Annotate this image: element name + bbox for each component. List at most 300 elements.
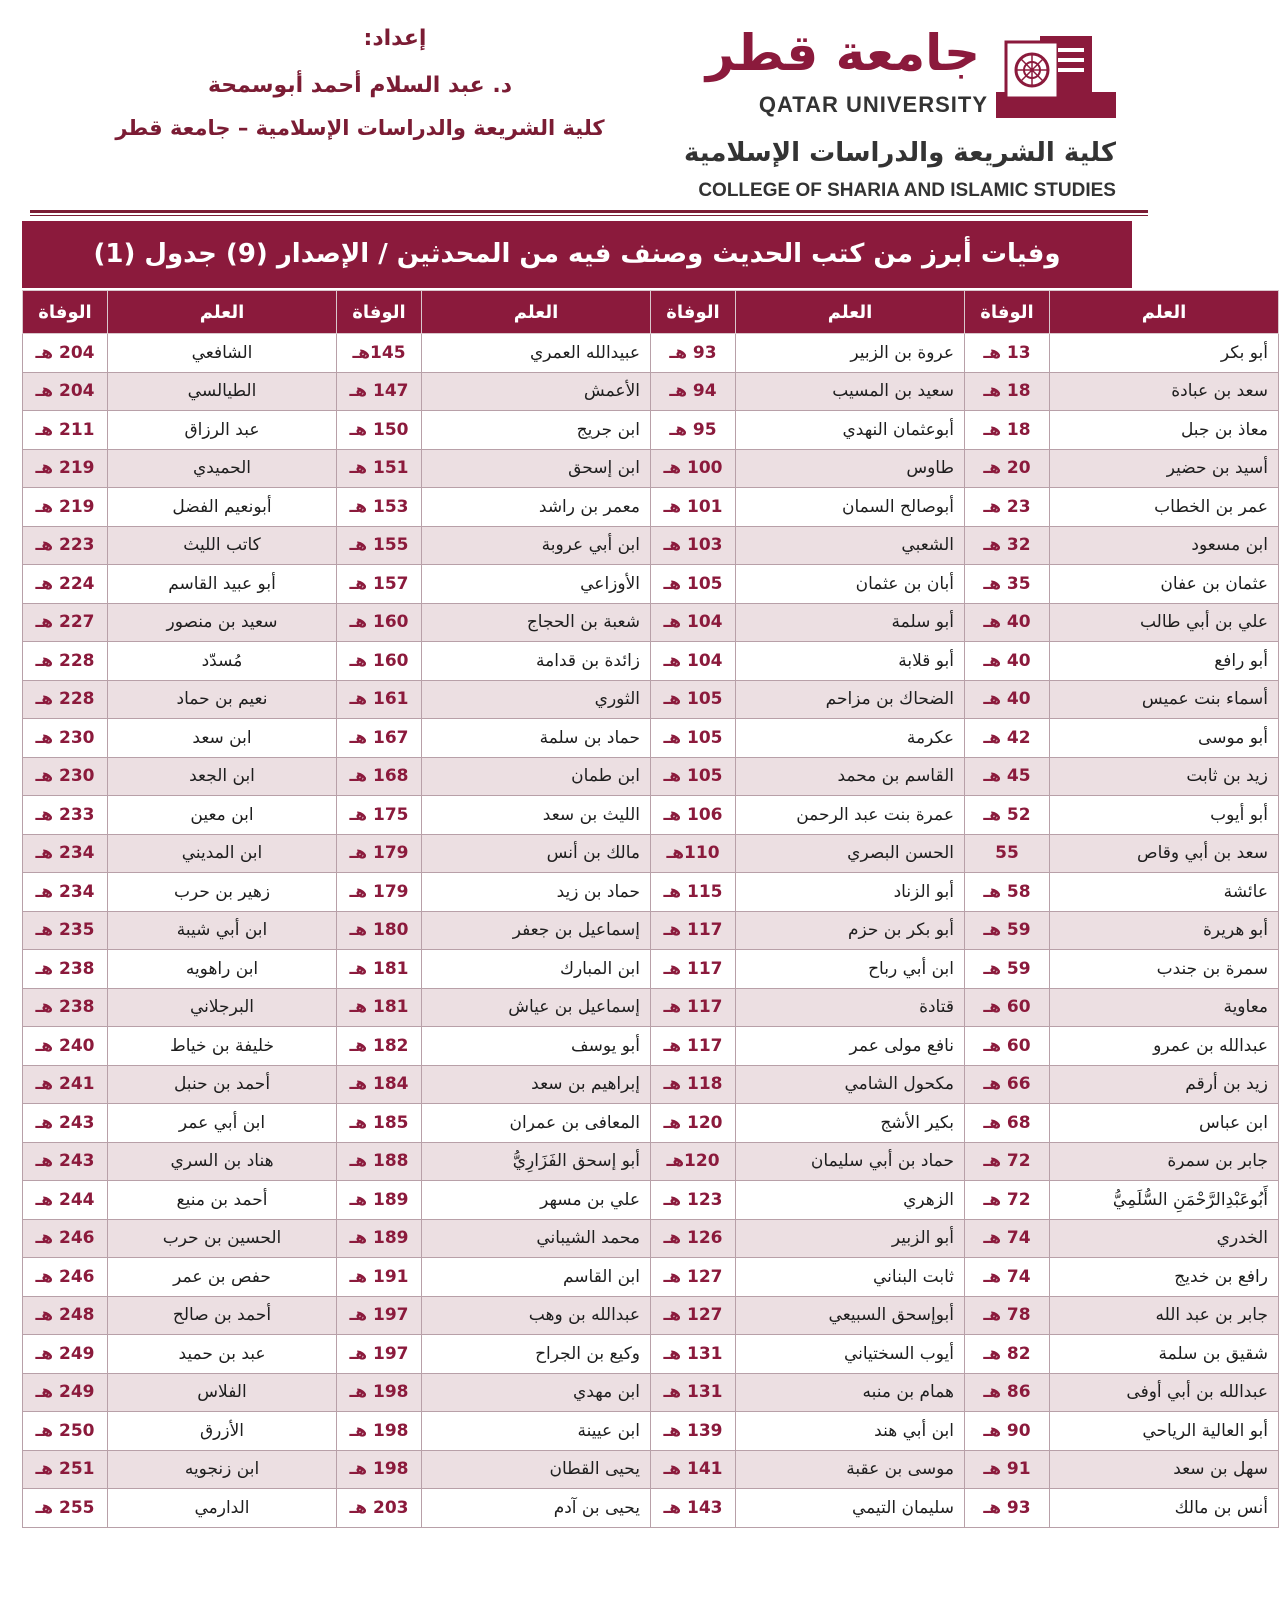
scholar-name-cell: أبوصالح السمان xyxy=(736,488,965,527)
scholar-name-cell: ابن أبي شيبة xyxy=(108,911,337,950)
scholar-name-cell: ابن عيينة xyxy=(422,1412,651,1451)
scholar-name-cell: علي بن مسهر xyxy=(422,1181,651,1220)
scholar-name-cell: ابن أبي هند xyxy=(736,1412,965,1451)
scholar-name-cell: أسماء بنت عميس xyxy=(1050,680,1279,719)
column-header-death: الوفاة xyxy=(23,291,108,334)
death-year-cell: 250 هـ xyxy=(23,1412,108,1451)
university-emblem-icon xyxy=(996,36,1116,124)
death-year-cell: 198 هـ xyxy=(337,1450,422,1489)
table-row xyxy=(23,988,1279,1027)
scholar-name-cell: أبوإسحق السبيعي xyxy=(736,1296,965,1335)
scholar-name-cell: أَبُوعَبْدِالرَّحْمَنِ السُّلَمِيُّ xyxy=(1050,1181,1279,1220)
death-year-cell: 86 هـ xyxy=(965,1373,1050,1412)
death-year-cell: 181 هـ xyxy=(337,950,422,989)
scholar-name-cell: طاوس xyxy=(736,449,965,488)
scholar-name-cell: أبو رافع xyxy=(1050,642,1279,681)
death-year-cell: 185 هـ xyxy=(337,1104,422,1143)
death-year-cell: 234 هـ xyxy=(23,834,108,873)
death-year-cell: 161 هـ xyxy=(337,680,422,719)
table-row xyxy=(23,680,1279,719)
death-year-cell: 94 هـ xyxy=(651,372,736,411)
scholar-name-cell: أبو موسى xyxy=(1050,719,1279,758)
scholar-name-cell: أبو الزبير xyxy=(736,1219,965,1258)
scholar-name-cell: موسى بن عقبة xyxy=(736,1450,965,1489)
scholar-name-cell: ابن معين xyxy=(108,796,337,835)
death-year-cell: 249 هـ xyxy=(23,1373,108,1412)
death-year-cell: 117 هـ xyxy=(651,988,736,1027)
death-year-cell: 95 هـ xyxy=(651,411,736,450)
scholar-name-cell: رافع بن خديج xyxy=(1050,1258,1279,1297)
scholar-name-cell: حماد بن سلمة xyxy=(422,719,651,758)
scholar-name-cell: بكير الأشج xyxy=(736,1104,965,1143)
death-year-cell: 181 هـ xyxy=(337,988,422,1027)
scholar-name-cell: المعافى بن عمران xyxy=(422,1104,651,1143)
scholar-name-cell: الحميدي xyxy=(108,449,337,488)
scholar-name-cell: عبدالله بن وهب xyxy=(422,1296,651,1335)
column-header-name: العلم xyxy=(422,291,651,334)
table-row xyxy=(23,911,1279,950)
table-row xyxy=(23,757,1279,796)
death-year-cell: 40 هـ xyxy=(965,603,1050,642)
table-title: وفيات أبرز من كتب الحديث وصنف فيه من المحدثين / الإصدار (9) جدول (1) xyxy=(22,221,1132,288)
death-year-cell: 118 هـ xyxy=(651,1065,736,1104)
death-year-cell: 60 هـ xyxy=(965,1027,1050,1066)
scholar-name-cell: زائدة بن قدامة xyxy=(422,642,651,681)
death-year-cell: 240 هـ xyxy=(23,1027,108,1066)
scholar-name-cell: عمرة بنت عبد الرحمن xyxy=(736,796,965,835)
scholar-name-cell: حماد بن أبي سليمان xyxy=(736,1142,965,1181)
prepared-label: إعداد: xyxy=(363,26,427,51)
death-year-cell: 179 هـ xyxy=(337,873,422,912)
death-year-cell: 204 هـ xyxy=(23,372,108,411)
college-name-arabic: كلية الشريعة والدراسات الإسلامية xyxy=(683,138,1116,168)
scholar-name-cell: القاسم بن محمد xyxy=(736,757,965,796)
scholar-name-cell: أبو سلمة xyxy=(736,603,965,642)
scholar-name-cell: الليث بن سعد xyxy=(422,796,651,835)
scholar-name-cell: ابن زنجويه xyxy=(108,1450,337,1489)
death-year-cell: 233 هـ xyxy=(23,796,108,835)
scholar-name-cell: ابن أبي عروبة xyxy=(422,526,651,565)
death-year-cell: 191 هـ xyxy=(337,1258,422,1297)
death-year-cell: 230 هـ xyxy=(23,719,108,758)
death-year-cell: 228 هـ xyxy=(23,680,108,719)
scholar-name-cell: الحسين بن حرب xyxy=(108,1219,337,1258)
death-year-cell: 197 هـ xyxy=(337,1296,422,1335)
scholar-name-cell: أبوعثمان النهدي xyxy=(736,411,965,450)
death-year-cell: 123 هـ xyxy=(651,1181,736,1220)
scholar-name-cell: عبدالله بن أبي أوفى xyxy=(1050,1373,1279,1412)
death-year-cell: 68 هـ xyxy=(965,1104,1050,1143)
scholar-name-cell: أبو الزناد xyxy=(736,873,965,912)
scholar-name-cell: زهير بن حرب xyxy=(108,873,337,912)
scholar-name-cell: عكرمة xyxy=(736,719,965,758)
scholar-name-cell: نعيم بن حماد xyxy=(108,680,337,719)
death-year-cell: 189 هـ xyxy=(337,1181,422,1220)
death-year-cell: 175 هـ xyxy=(337,796,422,835)
death-year-cell: 145هـ xyxy=(337,334,422,373)
scholar-name-cell: ابن المديني xyxy=(108,834,337,873)
death-year-cell: 244 هـ xyxy=(23,1181,108,1220)
death-year-cell: 106 هـ xyxy=(651,796,736,835)
scholar-name-cell: معمر بن راشد xyxy=(422,488,651,527)
university-name-english: QATAR UNIVERSITY xyxy=(758,92,988,117)
table-row xyxy=(23,526,1279,565)
scholar-name-cell: أيوب السختياني xyxy=(736,1335,965,1374)
death-year-cell: 197 هـ xyxy=(337,1335,422,1374)
scholar-name-cell: ابن مهدي xyxy=(422,1373,651,1412)
scholar-name-cell: ابن راهويه xyxy=(108,950,337,989)
death-year-cell: 223 هـ xyxy=(23,526,108,565)
scholar-name-cell: أبو قلابة xyxy=(736,642,965,681)
table-row xyxy=(23,1065,1279,1104)
death-year-cell: 248 هـ xyxy=(23,1296,108,1335)
death-year-cell: 230 هـ xyxy=(23,757,108,796)
death-year-cell: 150 هـ xyxy=(337,411,422,450)
scholar-name-cell: هناد بن السري xyxy=(108,1142,337,1181)
death-year-cell: 74 هـ xyxy=(965,1219,1050,1258)
scholar-name-cell: عائشة xyxy=(1050,873,1279,912)
table-row xyxy=(23,1373,1279,1412)
scholar-name-cell: أبو هريرة xyxy=(1050,911,1279,950)
scholar-name-cell: أبو العالية الرياحي xyxy=(1050,1412,1279,1451)
scholar-name-cell: شقيق بن سلمة xyxy=(1050,1335,1279,1374)
death-year-cell: 59 هـ xyxy=(965,950,1050,989)
death-year-cell: 120 هـ xyxy=(651,1104,736,1143)
death-year-cell: 227 هـ xyxy=(23,603,108,642)
scholar-name-cell: وكيع بن الجراح xyxy=(422,1335,651,1374)
death-year-cell: 60 هـ xyxy=(965,988,1050,1027)
scholar-name-cell: ابن القاسم xyxy=(422,1258,651,1297)
scholar-name-cell: حفص بن عمر xyxy=(108,1258,337,1297)
death-year-cell: 157 هـ xyxy=(337,565,422,604)
death-year-cell: 147 هـ xyxy=(337,372,422,411)
death-year-cell: 168 هـ xyxy=(337,757,422,796)
death-year-cell: 246 هـ xyxy=(23,1258,108,1297)
death-year-cell: 117 هـ xyxy=(651,950,736,989)
death-year-cell: 141 هـ xyxy=(651,1450,736,1489)
death-year-cell: 182 هـ xyxy=(337,1027,422,1066)
scholar-name-cell: أبو بكر بن حزم xyxy=(736,911,965,950)
death-year-cell: 160 هـ xyxy=(337,603,422,642)
column-header-name: العلم xyxy=(736,291,965,334)
table-row xyxy=(23,1412,1279,1451)
death-year-cell: 160 هـ xyxy=(337,642,422,681)
death-year-cell: 151 هـ xyxy=(337,449,422,488)
scholar-name-cell: أبونعيم الفضل xyxy=(108,488,337,527)
death-year-cell: 153 هـ xyxy=(337,488,422,527)
table-header-row xyxy=(23,291,1279,334)
column-header-death: الوفاة xyxy=(965,291,1050,334)
scholar-name-cell: الأزرق xyxy=(108,1412,337,1451)
scholar-name-cell: ثابت البناني xyxy=(736,1258,965,1297)
scholar-name-cell: مكحول الشامي xyxy=(736,1065,965,1104)
scholar-name-cell: زيد بن أرقم xyxy=(1050,1065,1279,1104)
scholar-name-cell: حماد بن زيد xyxy=(422,873,651,912)
death-year-cell: 139 هـ xyxy=(651,1412,736,1451)
scholar-name-cell: نافع مولى عمر xyxy=(736,1027,965,1066)
death-year-cell: 105 هـ xyxy=(651,719,736,758)
death-year-cell: 117 هـ xyxy=(651,911,736,950)
scholar-name-cell: سعد بن عبادة xyxy=(1050,372,1279,411)
table-row xyxy=(23,411,1279,450)
death-year-cell: 120هـ xyxy=(651,1142,736,1181)
scholar-name-cell: معاذ بن جبل xyxy=(1050,411,1279,450)
table-row xyxy=(23,334,1279,373)
scholar-name-cell: عبد الرزاق xyxy=(108,411,337,450)
scholar-name-cell: أبو إسحق الفَزَارِيُّ xyxy=(422,1142,651,1181)
death-year-cell: 219 هـ xyxy=(23,488,108,527)
table-row xyxy=(23,1335,1279,1374)
scholar-name-cell: أحمد بن صالح xyxy=(108,1296,337,1335)
death-year-cell: 59 هـ xyxy=(965,911,1050,950)
death-year-cell: 180 هـ xyxy=(337,911,422,950)
scholar-name-cell: إسماعيل بن جعفر xyxy=(422,911,651,950)
scholar-name-cell: أبو يوسف xyxy=(422,1027,651,1066)
death-year-cell: 117 هـ xyxy=(651,1027,736,1066)
death-dates-table xyxy=(22,290,1279,1528)
scholar-name-cell: ابن عباس xyxy=(1050,1104,1279,1143)
scholar-name-cell: عثمان بن عفان xyxy=(1050,565,1279,604)
death-year-cell: 235 هـ xyxy=(23,911,108,950)
scholar-name-cell: محمد الشيباني xyxy=(422,1219,651,1258)
scholar-name-cell: سليمان التيمي xyxy=(736,1489,965,1528)
scholar-name-cell: علي بن أبي طالب xyxy=(1050,603,1279,642)
scholar-name-cell: الزهري xyxy=(736,1181,965,1220)
scholar-name-cell: عبد بن حميد xyxy=(108,1335,337,1374)
scholar-name-cell: عبدالله بن عمرو xyxy=(1050,1027,1279,1066)
author-affiliation: كلية الشريعة والدراسات الإسلامية – جامعة قطر xyxy=(115,116,605,140)
scholar-name-cell: ابن المبارك xyxy=(422,950,651,989)
column-header-name: العلم xyxy=(1050,291,1279,334)
page-header xyxy=(0,0,1176,212)
death-year-cell: 238 هـ xyxy=(23,988,108,1027)
death-year-cell: 115 هـ xyxy=(651,873,736,912)
scholar-name-cell: ابن أبي رباح xyxy=(736,950,965,989)
scholar-name-cell: أحمد بن حنبل xyxy=(108,1065,337,1104)
table-row xyxy=(23,488,1279,527)
column-header-death: الوفاة xyxy=(337,291,422,334)
table-row xyxy=(23,603,1279,642)
death-year-cell: 198 هـ xyxy=(337,1412,422,1451)
scholar-name-cell: أنس بن مالك xyxy=(1050,1489,1279,1528)
scholar-name-cell: جابر بن سمرة xyxy=(1050,1142,1279,1181)
death-year-cell: 105 هـ xyxy=(651,565,736,604)
death-year-cell: 131 هـ xyxy=(651,1335,736,1374)
death-year-cell: 243 هـ xyxy=(23,1142,108,1181)
death-year-cell: 131 هـ xyxy=(651,1373,736,1412)
header-divider xyxy=(30,210,1148,213)
death-year-cell: 143 هـ xyxy=(651,1489,736,1528)
scholar-name-cell: زيد بن ثابت xyxy=(1050,757,1279,796)
scholar-name-cell: مُسدّد xyxy=(108,642,337,681)
table-row xyxy=(23,372,1279,411)
table-row xyxy=(23,1450,1279,1489)
scholar-name-cell: أبو أيوب xyxy=(1050,796,1279,835)
table-row xyxy=(23,1104,1279,1143)
scholar-name-cell: همام بن منبه xyxy=(736,1373,965,1412)
death-year-cell: 110هـ xyxy=(651,834,736,873)
death-year-cell: 241 هـ xyxy=(23,1065,108,1104)
table-row xyxy=(23,834,1279,873)
scholar-name-cell: كاتب الليث xyxy=(108,526,337,565)
table-row xyxy=(23,449,1279,488)
qatar-university-logo xyxy=(683,24,1116,208)
scholar-name-cell: يحيى القطان xyxy=(422,1450,651,1489)
death-year-cell: 52 هـ xyxy=(965,796,1050,835)
author-name: د. عبد السلام أحمد أبوسمحة xyxy=(207,73,513,98)
scholar-name-cell: ابن مسعود xyxy=(1050,526,1279,565)
scholar-name-cell: أبو بكر xyxy=(1050,334,1279,373)
death-year-cell: 42 هـ xyxy=(965,719,1050,758)
death-year-cell: 100 هـ xyxy=(651,449,736,488)
death-year-cell: 18 هـ xyxy=(965,411,1050,450)
death-year-cell: 93 هـ xyxy=(651,334,736,373)
table-row xyxy=(23,1296,1279,1335)
scholar-name-cell: أبان بن عثمان xyxy=(736,565,965,604)
scholar-name-cell: الشافعي xyxy=(108,334,337,373)
scholar-name-cell: الضحاك بن مزاحم xyxy=(736,680,965,719)
death-year-cell: 255 هـ xyxy=(23,1489,108,1528)
scholar-name-cell: مالك بن أنس xyxy=(422,834,651,873)
table-row xyxy=(23,1142,1279,1181)
scholar-name-cell: ابن طمان xyxy=(422,757,651,796)
scholar-name-cell: شعبة بن الحجاج xyxy=(422,603,651,642)
death-year-cell: 104 هـ xyxy=(651,603,736,642)
death-year-cell: 35 هـ xyxy=(965,565,1050,604)
death-year-cell: 40 هـ xyxy=(965,680,1050,719)
death-year-cell: 126 هـ xyxy=(651,1219,736,1258)
death-year-cell: 18 هـ xyxy=(965,372,1050,411)
scholar-name-cell: إبراهيم بن سعد xyxy=(422,1065,651,1104)
scholar-name-cell: أسيد بن حضير xyxy=(1050,449,1279,488)
death-year-cell: 105 هـ xyxy=(651,757,736,796)
death-year-cell: 188 هـ xyxy=(337,1142,422,1181)
scholar-name-cell: الدارمي xyxy=(108,1489,337,1528)
death-year-cell: 243 هـ xyxy=(23,1104,108,1143)
scholar-name-cell: معاوية xyxy=(1050,988,1279,1027)
death-year-cell: 101 هـ xyxy=(651,488,736,527)
scholar-name-cell: الثوري xyxy=(422,680,651,719)
scholar-name-cell: الأعمش xyxy=(422,372,651,411)
scholar-name-cell: ابن سعد xyxy=(108,719,337,758)
death-year-cell: 224 هـ xyxy=(23,565,108,604)
scholar-name-cell: عروة بن الزبير xyxy=(736,334,965,373)
death-year-cell: 189 هـ xyxy=(337,1219,422,1258)
death-year-cell: 45 هـ xyxy=(965,757,1050,796)
table-row xyxy=(23,719,1279,758)
death-year-cell: 198 هـ xyxy=(337,1373,422,1412)
scholar-name-cell: أحمد بن منيع xyxy=(108,1181,337,1220)
death-year-cell: 211 هـ xyxy=(23,411,108,450)
scholar-name-cell: سمرة بن جندب xyxy=(1050,950,1279,989)
university-name-arabic: جامعة قطر xyxy=(705,24,980,82)
header-divider-thin xyxy=(30,215,1148,216)
table-row xyxy=(23,642,1279,681)
death-year-cell: 103 هـ xyxy=(651,526,736,565)
scholar-name-cell: الحسن البصري xyxy=(736,834,965,873)
table-row xyxy=(23,950,1279,989)
death-year-cell: 249 هـ xyxy=(23,1335,108,1374)
scholar-name-cell: الأوزاعي xyxy=(422,565,651,604)
death-year-cell: 23 هـ xyxy=(965,488,1050,527)
table-row xyxy=(23,1258,1279,1297)
death-year-cell: 32 هـ xyxy=(965,526,1050,565)
scholar-name-cell: سعيد بن المسيب xyxy=(736,372,965,411)
death-year-cell: 72 هـ xyxy=(965,1142,1050,1181)
table-row xyxy=(23,796,1279,835)
scholar-name-cell: ابن جريج xyxy=(422,411,651,450)
scholar-name-cell: أبو عبيد القاسم xyxy=(108,565,337,604)
death-year-cell: 105 هـ xyxy=(651,680,736,719)
death-year-cell: 203 هـ xyxy=(337,1489,422,1528)
death-year-cell: 167 هـ xyxy=(337,719,422,758)
death-year-cell: 55 xyxy=(965,834,1050,873)
scholar-name-cell: الخدري xyxy=(1050,1219,1279,1258)
scholar-name-cell: ابن أبي عمر xyxy=(108,1104,337,1143)
death-year-cell: 127 هـ xyxy=(651,1258,736,1297)
scholar-name-cell: الطيالسي xyxy=(108,372,337,411)
death-year-cell: 228 هـ xyxy=(23,642,108,681)
death-year-cell: 40 هـ xyxy=(965,642,1050,681)
scholar-name-cell: سعيد بن منصور xyxy=(108,603,337,642)
death-year-cell: 93 هـ xyxy=(965,1489,1050,1528)
scholar-name-cell: يحيى بن آدم xyxy=(422,1489,651,1528)
scholar-name-cell: الشعبي xyxy=(736,526,965,565)
table-row xyxy=(23,873,1279,912)
death-year-cell: 78 هـ xyxy=(965,1296,1050,1335)
death-year-cell: 246 هـ xyxy=(23,1219,108,1258)
scholar-name-cell: جابر بن عبد الله xyxy=(1050,1296,1279,1335)
scholar-name-cell: قتادة xyxy=(736,988,965,1027)
death-year-cell: 238 هـ xyxy=(23,950,108,989)
death-year-cell: 251 هـ xyxy=(23,1450,108,1489)
scholar-name-cell: عبيدالله العمري xyxy=(422,334,651,373)
scholar-name-cell: الفلاس xyxy=(108,1373,337,1412)
death-year-cell: 58 هـ xyxy=(965,873,1050,912)
college-name-english: COLLEGE OF SHARIA AND ISLAMIC STUDIES xyxy=(698,180,1116,201)
scholar-name-cell: سعد بن أبي وقاص xyxy=(1050,834,1279,873)
death-year-cell: 234 هـ xyxy=(23,873,108,912)
death-year-cell: 91 هـ xyxy=(965,1450,1050,1489)
death-year-cell: 179 هـ xyxy=(337,834,422,873)
prepared-by-block xyxy=(100,26,620,140)
death-year-cell: 72 هـ xyxy=(965,1181,1050,1220)
death-year-cell: 219 هـ xyxy=(23,449,108,488)
scholar-name-cell: ابن إسحق xyxy=(422,449,651,488)
table-row xyxy=(23,565,1279,604)
death-year-cell: 184 هـ xyxy=(337,1065,422,1104)
death-year-cell: 74 هـ xyxy=(965,1258,1050,1297)
scholar-name-cell: ابن الجعد xyxy=(108,757,337,796)
death-year-cell: 127 هـ xyxy=(651,1296,736,1335)
death-year-cell: 104 هـ xyxy=(651,642,736,681)
death-year-cell: 90 هـ xyxy=(965,1412,1050,1451)
scholar-name-cell: سهل بن سعد xyxy=(1050,1450,1279,1489)
scholar-name-cell: إسماعيل بن عياش xyxy=(422,988,651,1027)
column-header-name: العلم xyxy=(108,291,337,334)
scholar-name-cell: عمر بن الخطاب xyxy=(1050,488,1279,527)
death-year-cell: 155 هـ xyxy=(337,526,422,565)
death-year-cell: 20 هـ xyxy=(965,449,1050,488)
column-header-death: الوفاة xyxy=(651,291,736,334)
table-row xyxy=(23,1181,1279,1220)
death-year-cell: 66 هـ xyxy=(965,1065,1050,1104)
scholar-name-cell: البرجلاني xyxy=(108,988,337,1027)
scholar-name-cell: خليفة بن خياط xyxy=(108,1027,337,1066)
table-row xyxy=(23,1219,1279,1258)
death-year-cell: 82 هـ xyxy=(965,1335,1050,1374)
death-year-cell: 13 هـ xyxy=(965,334,1050,373)
